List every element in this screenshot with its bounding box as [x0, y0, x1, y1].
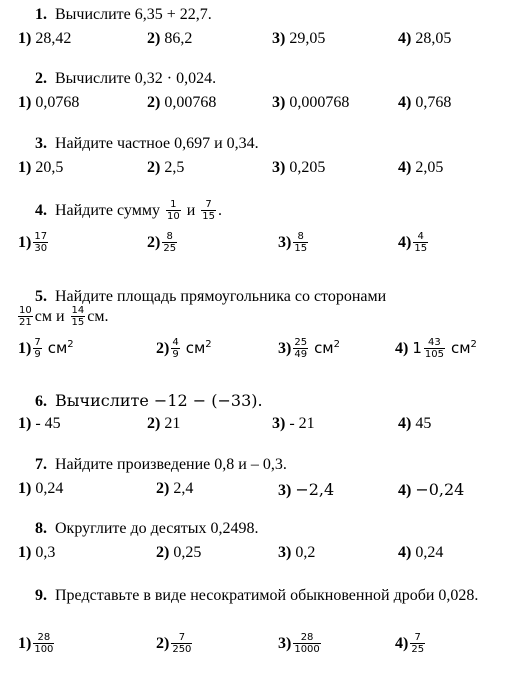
option-1: 1) 0,0768 — [18, 94, 80, 111]
option-2: 2) 86,2 — [147, 30, 193, 47]
option-4: 4) 28,05 — [398, 30, 452, 47]
option-2: 2) $\frac{8}{25}$ — [147, 231, 177, 254]
fraction: $\frac{1}{10}$ — [166, 199, 180, 222]
option-4: 4) $\frac{7}{25}$ — [395, 632, 425, 655]
option-2: 2) 2,4 — [156, 480, 194, 497]
option-3: 3) $\frac{8}{15}$ — [278, 231, 308, 254]
options — [0, 480, 530, 506]
option-3: 3) $\frac{28}{1000}$ — [278, 632, 320, 655]
option-3: 3) 0,2 — [278, 544, 316, 561]
question-text: 1. Вычислите 6,35 + 22,7. — [35, 6, 212, 23]
options — [0, 232, 530, 258]
option-1: 1) $\frac{17}{30}$ — [18, 231, 48, 254]
option-4: 4) 1 $\frac{43}{105}$ $см^2$ — [395, 337, 477, 360]
option-1: 1) 0,3 — [18, 544, 56, 561]
option-2: 2) $\frac{4}{9}$ $см^2$ — [156, 337, 212, 360]
option-2: 2) $\frac{7}{250}$ — [156, 632, 192, 655]
question-text: 6. Вычислите −12 − (−33). — [35, 391, 263, 410]
options — [0, 30, 530, 56]
options — [0, 415, 530, 441]
question-text-line2: $\frac{10}{21}$ см и $\frac{14}{15}$ см. — [19, 305, 109, 328]
question-text: 4. Найдите сумму $\frac{1}{10}$ и $\frac{7}{15}$ . — [35, 199, 222, 222]
option-4: 4) 0,768 — [398, 94, 452, 111]
option-2: 2) 0,25 — [156, 544, 202, 561]
question-text: 8. Округлите до десятых 0,2498. — [35, 520, 259, 537]
option-1: 1) $\frac{7}{9}$ $см^2$ — [18, 337, 74, 360]
option-3: 3) - 21 — [272, 415, 315, 432]
option-2: 2) 2,5 — [147, 159, 185, 176]
option-4: 4) $\frac{4}{15}$ — [398, 231, 428, 254]
option-3: 3) 0,000768 — [272, 94, 350, 111]
option-4: 4) 2,05 — [398, 159, 444, 176]
option-1: 1) - 45 — [18, 415, 61, 432]
option-4: 4) 0,24 — [398, 544, 444, 561]
option-2: 2) 21 — [147, 415, 181, 432]
option-3: 3) $\frac{25}{49}$ $см^2$ — [278, 337, 341, 360]
option-3: 3) 29,05 — [272, 30, 326, 47]
question-text: 3. Найдите частное 0,697 и 0,34. — [35, 135, 259, 152]
option-1: 1) 28,42 — [18, 30, 72, 47]
option-1: 1) $\frac{28}{100}$ — [18, 632, 54, 655]
question-text: 7. Найдите произведение 0,8 и – 0,3. — [35, 456, 287, 473]
question-text: 5. Найдите площадь прямоугольника со сторонами — [35, 288, 387, 305]
fraction: $\frac{7}{15}$ — [202, 199, 215, 222]
question-text: 9. Представьте в виде несократимой обыкновенной дроби 0,028. — [35, 587, 479, 604]
option-3: 3) −2,4 — [278, 480, 335, 499]
option-3: 3) 0,205 — [272, 159, 326, 176]
options — [0, 633, 530, 659]
question-text: 2. Вычислите 0,32 · 0,024. — [35, 70, 217, 87]
option-2: 2) 0,00768 — [147, 94, 217, 111]
option-1: 1) 0,24 — [18, 480, 64, 497]
options — [0, 544, 530, 570]
options — [0, 94, 530, 120]
options — [0, 338, 530, 364]
option-1: 1) 20,5 — [18, 159, 64, 176]
options — [0, 159, 530, 185]
option-4: 4) −0,24 — [398, 480, 465, 499]
option-4: 4) 45 — [398, 415, 432, 432]
